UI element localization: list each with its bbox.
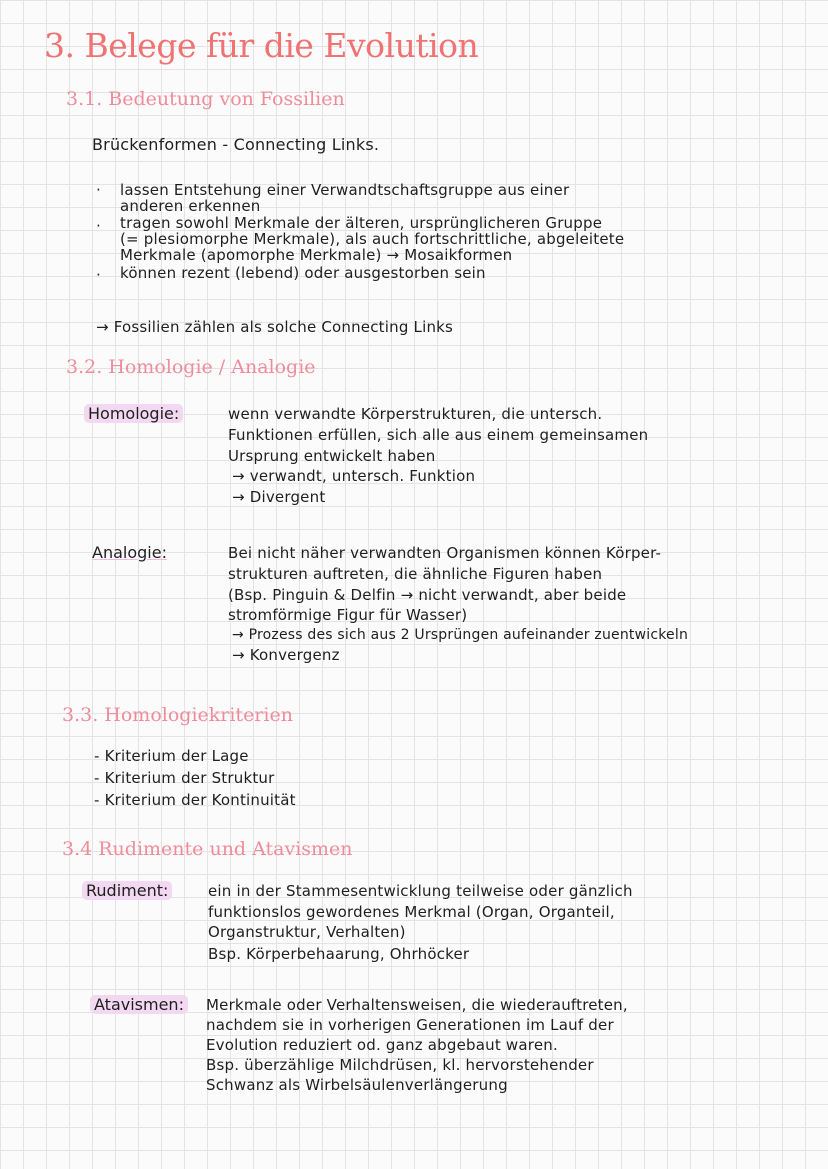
rudiment-definition	[208, 881, 633, 964]
definition-line: nachdem sie in vorherigen Generationen im Lauf der	[206, 1016, 614, 1034]
criteria-list	[94, 746, 296, 810]
list-item	[96, 216, 624, 265]
definition-line: (Bsp. Pinguin & Delfin → nicht verwandt, aber beide	[228, 586, 627, 604]
definition-line: stromförmige Figur für Wasser)	[228, 606, 468, 624]
definition-line: → verwandt, untersch. Funktion	[232, 467, 476, 485]
term-rudiment: Rudiment:	[82, 881, 172, 900]
bullet-line: können rezent (lebend) oder ausgestorben sein	[120, 264, 486, 282]
definition-line: Organstruktur, Verhalten)	[208, 923, 406, 941]
definition-line: → Prozess des sich aus 2 Ursprüngen aufeinander zuentwickeln	[232, 627, 689, 643]
definition-line: ein in der Stammesentwicklung teilweise oder gänzlich	[208, 882, 633, 900]
definition-line: Evolution reduziert od. ganz abgebaut waren.	[206, 1036, 558, 1054]
atavismen-definition	[206, 995, 628, 1095]
definition-line: funktionslos gewordenes Merkmal (Organ, Organteil,	[208, 903, 615, 921]
section-heading-3-2: 3.2. Homologie / Analogie	[66, 356, 316, 378]
bullet-dot-icon: ·	[96, 181, 101, 199]
list-item	[96, 180, 624, 216]
definition-line: Bsp. überzählige Milchdrüsen, kl. hervorstehender	[206, 1056, 594, 1074]
definition-line: Bei nicht näher verwandten Organismen können Körper-	[228, 544, 662, 562]
term-analogie: Analogie:	[92, 543, 167, 562]
section-heading-3-4: 3.4 Rudimente und Atavismen	[62, 838, 353, 860]
intro-text: Brückenformen - Connecting Links.	[92, 135, 380, 154]
bullet-dot-icon: ·	[96, 217, 101, 235]
list-item: - Kriterium der Lage	[94, 747, 249, 765]
bullet-list	[96, 180, 624, 285]
bullet-line: Merkmale (apomorphe Merkmale) → Mosaikformen	[120, 246, 513, 264]
term-homologie: Homologie:	[84, 404, 183, 423]
conclusion-text: → Fossilien zählen als solche Connecting Links	[96, 318, 454, 336]
homologie-definition	[228, 404, 648, 507]
definition-line: wenn verwandte Körperstrukturen, die untersch.	[228, 405, 603, 423]
section-heading-3-3: 3.3. Homologiekriterien	[62, 704, 293, 726]
list-item	[96, 265, 624, 285]
term-atavismen: Atavismen:	[90, 995, 188, 1014]
page-title: 3. Belege für die Evolution	[44, 26, 479, 65]
definition-line: → Konvergenz	[232, 646, 340, 664]
definition-line: Funktionen erfüllen, sich alle aus einem gemeinsamen	[228, 426, 649, 444]
bullet-line: tragen sowohl Merkmale der älteren, ursprünglicheren Gruppe	[120, 214, 603, 232]
list-item: - Kriterium der Struktur	[94, 769, 275, 787]
section-heading-3-1: 3.1. Bedeutung von Fossilien	[66, 88, 345, 110]
bullet-dot-icon: ·	[96, 266, 101, 284]
definition-line: Merkmale oder Verhaltensweisen, die wiederauftreten,	[206, 996, 628, 1014]
analogie-definition	[228, 543, 688, 665]
list-item: - Kriterium der Kontinuität	[94, 791, 296, 809]
definition-line: Ursprung entwickelt haben	[228, 447, 436, 465]
definition-line: Schwanz als Wirbelsäulenverlängerung	[206, 1076, 508, 1094]
bullet-line: anderen erkennen	[120, 197, 261, 215]
definition-line: Bsp. Körperbehaarung, Ohrhöcker	[208, 945, 470, 963]
definition-line: → Divergent	[232, 488, 326, 506]
definition-line: strukturen auftreten, die ähnliche Figuren haben	[228, 565, 603, 583]
bullet-line: (= plesiomorphe Merkmale), als auch fortschrittliche, abgeleitete	[120, 230, 625, 248]
bullet-line: lassen Entstehung einer Verwandtschaftsgruppe aus einer	[120, 181, 570, 199]
